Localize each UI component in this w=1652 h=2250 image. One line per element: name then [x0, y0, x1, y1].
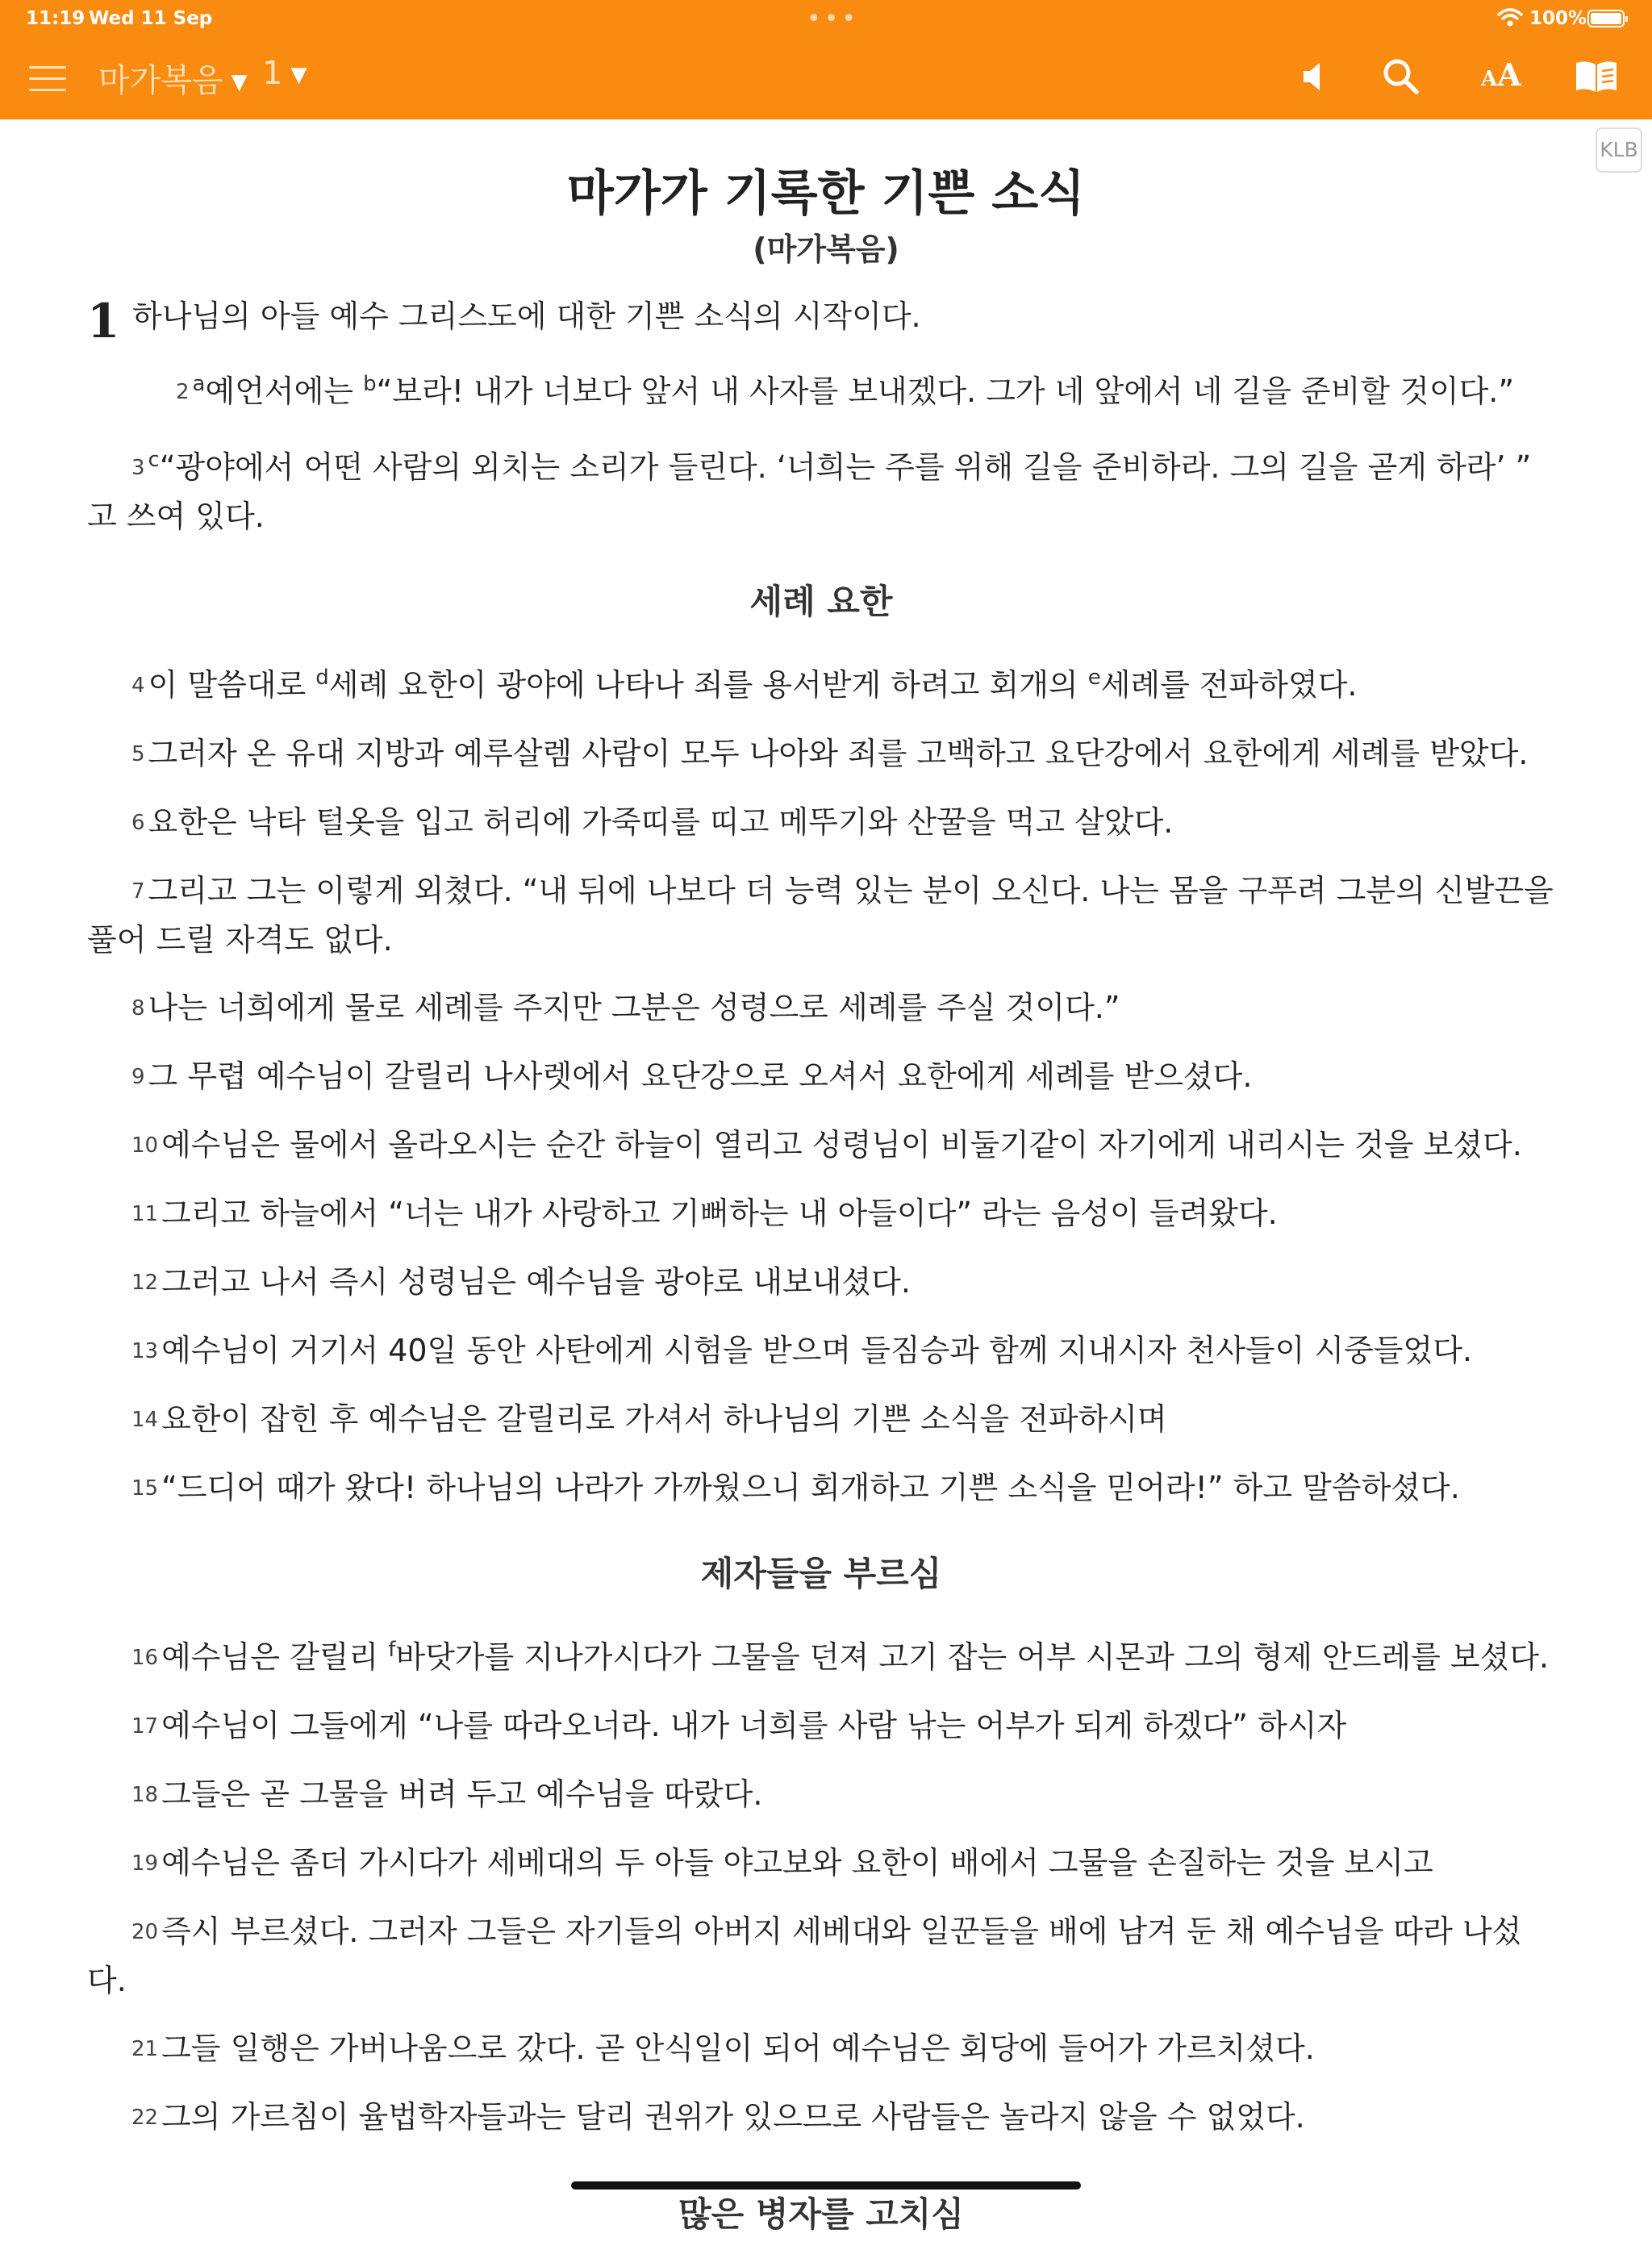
verse-3[interactable]: [87, 436, 1555, 541]
verse-number: 11: [131, 1202, 159, 1226]
verse-text: 요한은 낙타 털옷을 입고 허리에 가죽띠를 띠고 메뚜기와 산꿀을 먹고 살았다.: [148, 804, 1174, 840]
section-heading: 세례 요한: [749, 582, 893, 621]
chevron-down-icon: ▼: [290, 63, 307, 87]
chapter-number: 1: [87, 294, 120, 349]
verse-text: 예수님은 물에서 올라오시는 순간 하늘이 열리고 성령님이 비둘기같이 자기에게 내리시는 것을 보셨다.: [161, 1127, 1522, 1163]
verse-number: 3: [131, 456, 145, 480]
verse-19[interactable]: [87, 1839, 1555, 1888]
verse-8[interactable]: [87, 983, 1555, 1033]
font-size-icon[interactable]: [1481, 56, 1521, 93]
verse-20[interactable]: [87, 1907, 1555, 2005]
verse-number: 16: [131, 1646, 159, 1670]
verse-number: 10: [131, 1133, 159, 1158]
verse-number: 14: [131, 1408, 159, 1432]
verse-text: 세례 요한이 광야에 나타나 죄를 용서받게 하려고 회개의: [328, 667, 1088, 703]
footnote-marker[interactable]: c: [148, 448, 160, 472]
verse-number: 5: [131, 742, 145, 766]
verse-number: 12: [131, 1271, 159, 1295]
font-size-big-a: A: [1497, 56, 1521, 93]
verse-21[interactable]: [87, 2024, 1555, 2073]
battery-icon: [1587, 10, 1625, 27]
verse-text: 예수님이 그들에게 “나를 따라오너라. 내가 너희를 사람 낚는 어부가 되게 하겠다” 하시자: [161, 1708, 1347, 1743]
verse-text: 예수님은 갈릴리: [161, 1639, 389, 1675]
verse-text: “보라! 내가 너보다 앞서 내 사자를 보내겠다. 그가 네 앞에서 네 길을 준비할 것이다.”: [376, 374, 1515, 409]
verse-number: 19: [131, 1851, 159, 1876]
nav-bar: [0, 39, 1652, 119]
verse-12[interactable]: [87, 1258, 1555, 1307]
verse-text: 나는 너희에게 물로 세례를 주지만 그분은 성령으로 세례를 주실 것이다.”: [148, 990, 1120, 1025]
verse-10[interactable]: [87, 1121, 1555, 1170]
verse-15[interactable]: [87, 1463, 1555, 1513]
verse-text: 그리고 그는 이렇게 외쳤다. “내 뒤에 나보다 더 능력 있는 분이 오신다. 나는 몸을 구푸려 그분의 신발끈을 풀어 드릴 자격도 없다.: [87, 873, 1554, 958]
font-size-small-a: A: [1481, 67, 1498, 91]
verse-4[interactable]: [87, 653, 1555, 710]
verse-number: 6: [131, 811, 145, 835]
chapter-text: [87, 292, 1555, 2250]
verse-17[interactable]: [87, 1701, 1555, 1751]
verse-number: 9: [131, 1065, 145, 1089]
verse-text: 예수님이 거기서 40일 동안 사탄에게 시험을 받으며 들짐승과 함께 지내시자 천사들이 시중들었다.: [161, 1333, 1473, 1368]
footnote-marker[interactable]: e: [1087, 666, 1101, 690]
battery-percent: 100%: [1529, 8, 1587, 29]
verse-6[interactable]: [87, 798, 1555, 847]
status-bar: [0, 0, 1652, 39]
verse-number: 8: [131, 996, 145, 1021]
verse-14[interactable]: [87, 1395, 1555, 1444]
book-selector-label: 마가복음: [98, 62, 223, 99]
verse-7[interactable]: [87, 866, 1555, 964]
verse-text: 그러자 온 유대 지방과 예루살렘 사람이 모두 나아와 죄를 고백하고 요단강에서 요한에게 세례를 받았다.: [148, 736, 1529, 771]
book-subtitle: (마가복음): [753, 232, 899, 267]
verse-text: 그들은 곧 그물을 버려 두고 예수님을 따랐다.: [161, 1776, 763, 1812]
verse-text: 하나님의 아들 예수 그리스도에 대한 기쁜 소식의 시작이다.: [132, 298, 921, 334]
verse-text: 예언서에는: [205, 374, 364, 409]
footnote-marker[interactable]: a: [192, 372, 206, 396]
chapter-selector[interactable]: [262, 55, 307, 92]
verse-number: 7: [131, 879, 145, 904]
verse-2[interactable]: [87, 360, 1555, 416]
verse-text: “광야에서 어떤 사람의 외치는 소리가 들린다. ‘너희는 주를 위해 길을 준비하라. 그의 길을 곧게 하라’ ” 고 쓰여 있다.: [87, 449, 1532, 534]
verse-text: “드디어 때가 왔다! 하나님의 나라가 가까웠으니 회개하고 기쁜 소식을 믿어라!” 하고 말씀하셨다.: [161, 1470, 1460, 1505]
status-date: Wed 11 Sep: [89, 8, 213, 29]
verse-text: 이 말씀대로: [148, 667, 316, 703]
verse-text: 그 무렵 예수님이 갈릴리 나사렛에서 요단강으로 오셔서 요한에게 세례를 받으셨다.: [148, 1058, 1253, 1094]
verse-text: 세례를 전파하였다.: [1100, 667, 1358, 703]
wifi-icon: [1497, 8, 1523, 27]
verse-1[interactable]: [87, 292, 1555, 349]
status-time: 11:19: [26, 8, 86, 29]
verse-5[interactable]: [87, 729, 1555, 779]
verse-text: 요한이 잡힌 후 예수님은 갈릴리로 가셔서 하나님의 기쁜 소식을 전파하시며: [161, 1401, 1167, 1437]
chevron-down-icon: ▼: [231, 70, 248, 94]
verse-22[interactable]: [87, 2093, 1555, 2142]
verse-9[interactable]: [87, 1052, 1555, 1101]
book-selector[interactable]: [98, 55, 248, 101]
verse-number: 2: [176, 380, 190, 404]
footnote-marker[interactable]: d: [315, 666, 329, 690]
chapter-selector-label: 1: [262, 55, 283, 92]
section-heading: 많은 병자를 고치심: [678, 2194, 964, 2234]
verse-text: 즉시 부르셨다. 그러자 그들은 자기들의 아버지 세베대와 일꾼들을 배에 남겨 둔 채 예수님을 따라 나섰다.: [87, 1914, 1522, 1998]
verse-11[interactable]: [87, 1189, 1555, 1238]
verse-16[interactable]: [87, 1626, 1555, 1682]
verse-text: 그러고 나서 즉시 성령님은 예수님을 광야로 내보내셨다.: [161, 1264, 911, 1300]
verse-number: 13: [131, 1339, 159, 1363]
search-icon[interactable]: [1381, 56, 1421, 97]
verse-text: 그리고 하늘에서 “너는 내가 사랑하고 기뻐하는 내 아들이다” 라는 음성이 들려왔다.: [161, 1196, 1278, 1231]
verse-number: 22: [131, 2106, 159, 2130]
verse-number: 21: [131, 2037, 159, 2061]
verse-number: 17: [131, 1714, 159, 1739]
reading-pane[interactable]: [0, 119, 1652, 2234]
multitasking-dots-icon[interactable]: •••: [807, 5, 860, 33]
reader-icon[interactable]: [1573, 56, 1620, 97]
verse-text: 그의 가르침이 율법학자들과는 달리 권위가 있으므로 사람들은 놀라지 않을 수 없었다.: [161, 2099, 1305, 2135]
verse-number: 15: [131, 1476, 159, 1501]
menu-icon[interactable]: [29, 63, 69, 95]
home-indicator[interactable]: [571, 2181, 1081, 2189]
footnote-marker[interactable]: b: [363, 372, 377, 396]
toolbar: [0, 0, 1652, 119]
verse-text: 바닷가를 지나가시다가 그물을 던져 고기 잡는 어부 시몬과 그의 형제 안드레를 보셨다.: [395, 1639, 1550, 1675]
verse-number: 20: [131, 1920, 159, 1944]
verse-number: 18: [131, 1783, 159, 1807]
version-badge[interactable]: KLB: [1596, 127, 1642, 173]
verse-18[interactable]: [87, 1770, 1555, 1819]
verse-text: 예수님은 좀더 가시다가 세베대의 두 아들 야고보와 요한이 배에서 그물을 손질하는 것을 보시고: [161, 1845, 1433, 1881]
section-heading: 제자들을 부르심: [700, 1554, 942, 1593]
verse-number: 4: [131, 674, 145, 698]
verse-text: 그들 일행은 가버나움으로 갔다. 곧 안식일이 되어 예수님은 회당에 들어가 가르치셨다.: [161, 2031, 1315, 2066]
footnote-marker[interactable]: f: [388, 1638, 396, 1662]
book-title: 마가가 기록한 기쁜 소식: [566, 165, 1086, 222]
verse-13[interactable]: [87, 1326, 1555, 1375]
speaker-icon[interactable]: [1300, 56, 1333, 97]
